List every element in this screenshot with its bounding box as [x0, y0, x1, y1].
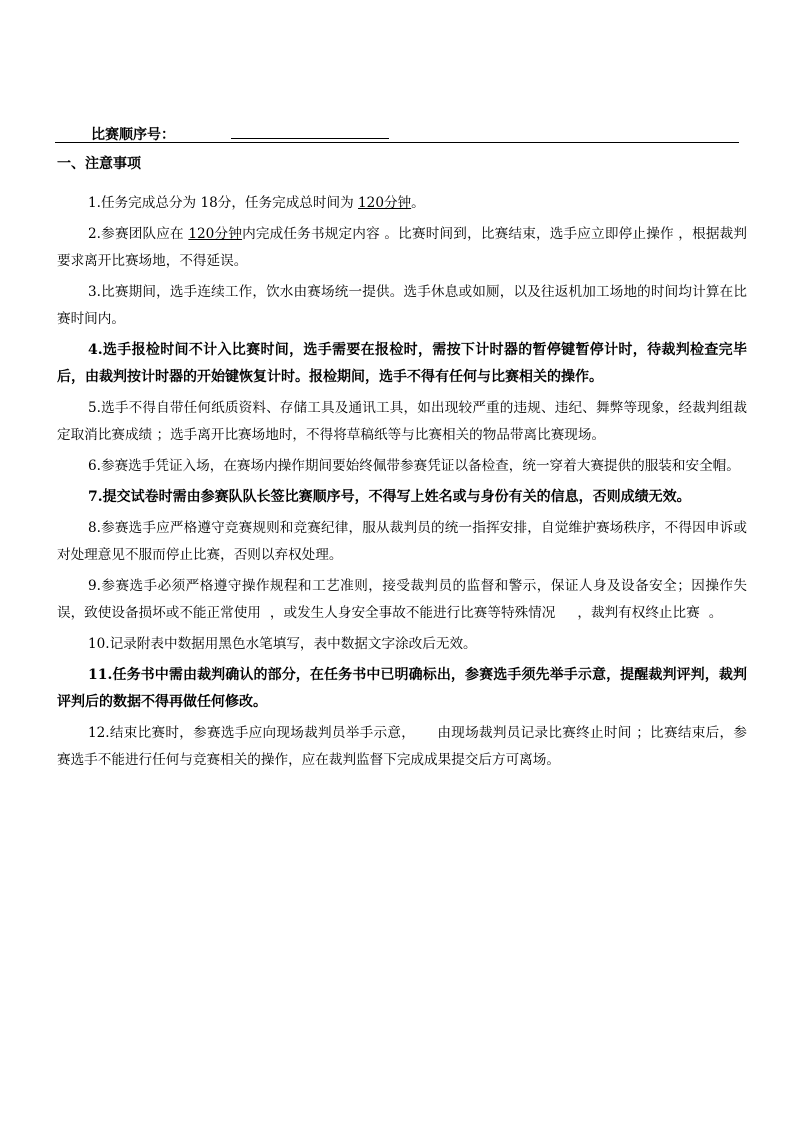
- sequence-number-label: 比赛顺序号：: [91, 127, 175, 143]
- note-item-3: 3.比赛期间，选手连续工作，饮水由赛场统一提供。选手休息或如厕，以及往返机加工场地的时间均计算在比赛时间内。: [57, 284, 747, 327]
- note-item-2: 2.参赛团队应在 120分钟内完成任务书规定内容 。比赛时间到，比赛结束，选手应立即停止操作 ，根据裁判要求离开比赛场地，不得延误。: [57, 226, 748, 269]
- note-item-12: 12.结束比赛时，参赛选手应向现场裁判员举手示意， 由现场裁判员记录比赛终止时间 ；比赛结束后，参赛选手不能进行任何与竞赛相关的操作，应在裁判监督下完成成果提交后方可离场。: [57, 725, 747, 768]
- note-item-4: 4.选手报检时间不计入比赛时间，选手需要在报检时，需按下计时器的暂停键暂停计时，待裁判检查完毕后，由裁判按计时器的开始键恢复计时。报检期间，选手不得有任何与比赛相关的操作。: [57, 342, 747, 385]
- note-item-1: 1.任务完成总分为 18分，任务完成总时间为 120分钟。: [88, 195, 425, 211]
- note-item-7: 7.提交试卷时需由参赛队队长签比赛顺序号，不得写上姓名或与身份有关的信息，否则成绩无效。: [88, 489, 691, 505]
- note-item-8: 8.参赛选手应严格遵守竞赛规则和竞赛纪律，服从裁判员的统一指挥安排，自觉维护赛场秩序，不得因申诉或对处理意见不服而停止比赛，否则以弃权处理。: [57, 520, 747, 563]
- note-item-9: 9.参赛选手必须严格遵守操作规程和工艺准则，接受裁判员的监督和警示，保证人身及设备安全；因操作失误，致使设备损坏或不能正常使用 ，或发生人身安全事故不能进行比赛等特殊情况 ，裁判有权终止比赛 。: [57, 578, 747, 621]
- section-title: 一、注意事项: [57, 156, 141, 172]
- note-item-6: 6.参赛选手凭证入场，在赛场内操作期间要始终佩带参赛凭证以备检查，统一穿着大赛提供的服装和安全帽。: [88, 458, 740, 474]
- sequence-number-field[interactable]: [231, 124, 389, 139]
- note-item-11: 11.任务书中需由裁判确认的部分，在任务书中已明确标出，参赛选手须先举手示意，提醒裁判评判，裁判评判后的数据不得再做任何修改。: [57, 667, 747, 710]
- note-item-5: 5.选手不得自带任何纸质资料、存储工具及通讯工具，如出现较严重的违规、违纪、舞弊等现象，经裁判组裁定取消比赛成绩 ；选手离开比赛场地时，不得将草稿纸等与比赛相关的物品带离比赛现场。: [57, 400, 747, 443]
- note-item-10: 10.记录附表中数据用黑色水笔填写，表中数据文字涂改后无效。: [88, 636, 477, 652]
- total-time-value: 120分钟: [358, 195, 412, 211]
- header-row: [55, 122, 739, 143]
- completion-time-value: 120分钟: [188, 226, 243, 242]
- notes-list: [57, 190, 747, 778]
